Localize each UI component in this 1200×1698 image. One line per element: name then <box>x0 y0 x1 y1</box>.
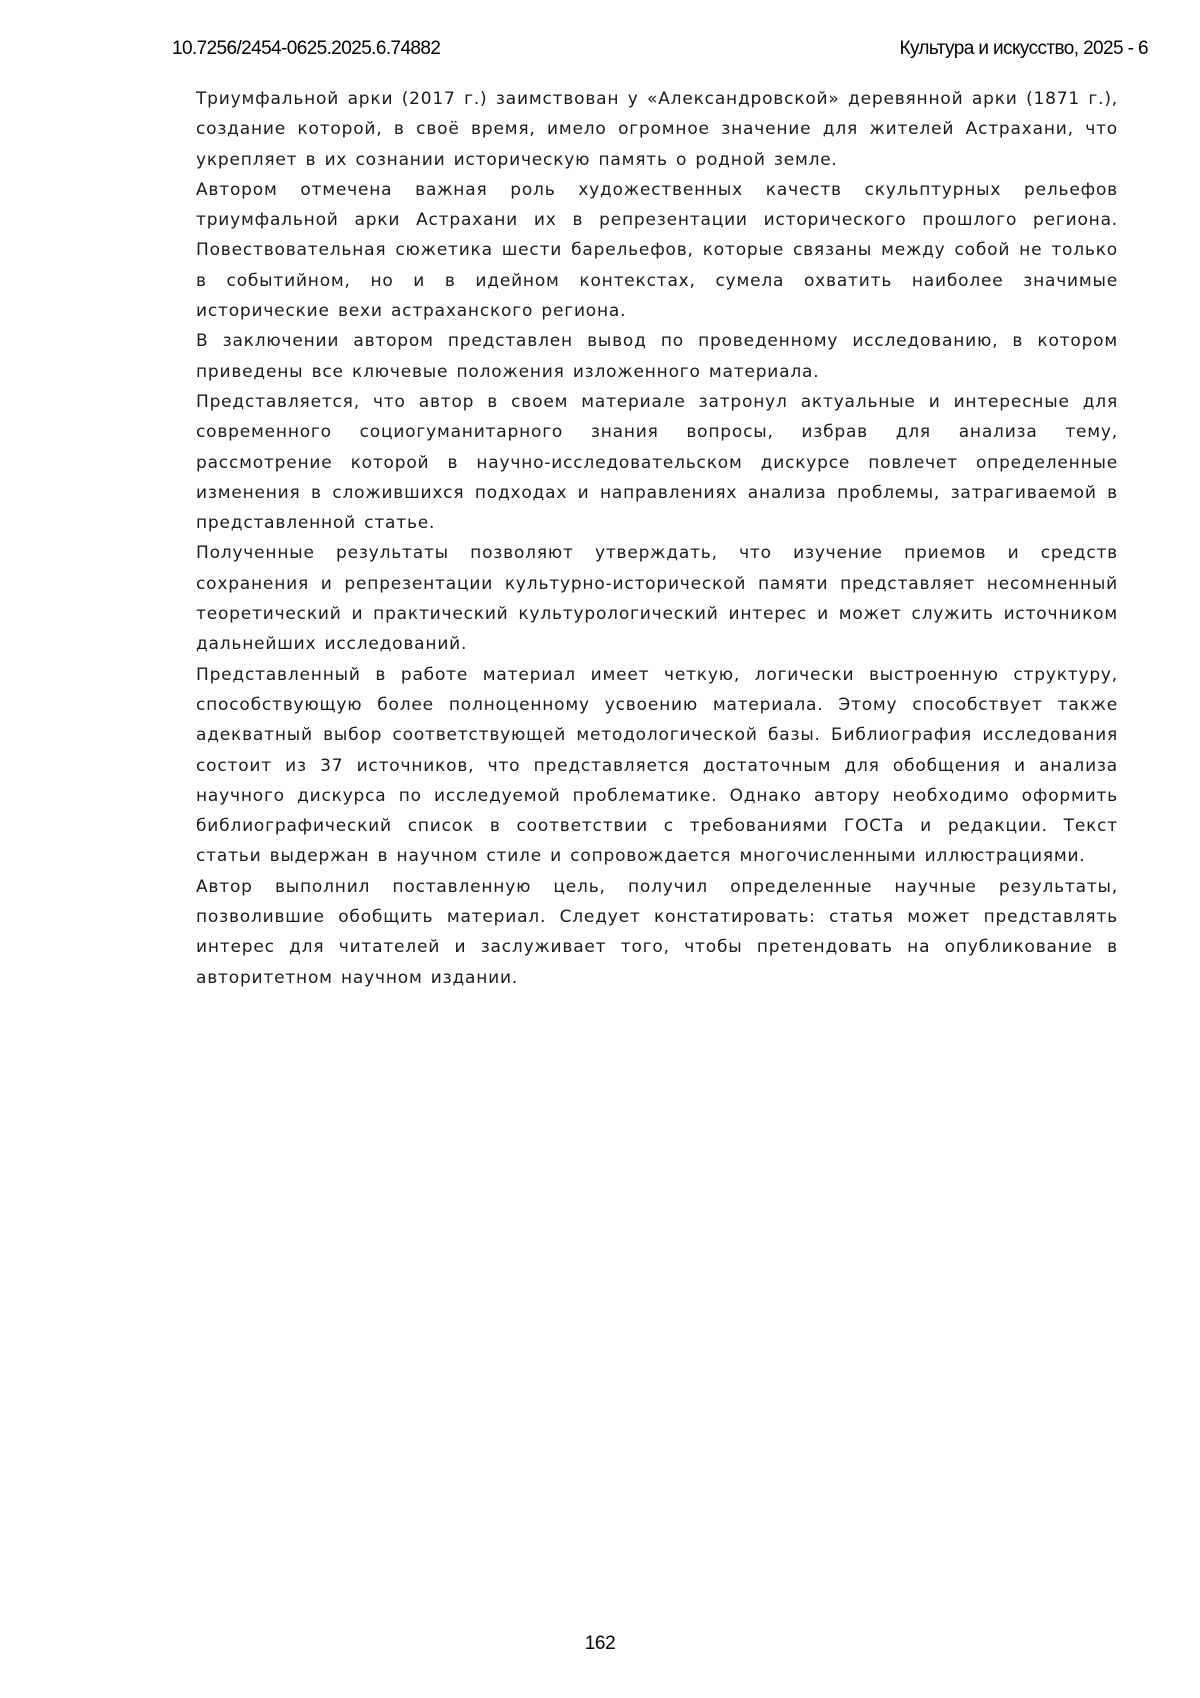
body-paragraph: В заключении автором представлен вывод по проведенному исследованию, в котором приведены все ключевые положения изложенного материала. <box>196 331 1118 382</box>
body-paragraph: Триумфальной арки (2017 г.) заимствован у «Александровской» деревянной арки (1871 г.), создание которой, в своё время, имело огромное значение для жителей Астрахани, что укрепляет в их сознании историческую память о родной земле. <box>196 89 1118 170</box>
body-paragraph: Представленный в работе материал имеет четкую, логически выстроенную структуру, способствующую более полноценному усвоению материала. Этому способствует также адекватный выбор соответствующей методологической базы. Библиография исследования состоит из 37 источников, что представляется достаточным для обобщения и анализа научного дискурса по исследуемой проблематике. Однако автору необходимо оформить библиографический список в соответствии с требованиями ГОСТа и редакции. Текст статьи выдержан в научном стиле и сопровождается многочисленными иллюстрациями. <box>196 664 1118 867</box>
body-paragraph: Автор выполнил поставленную цель, получил определенные научные результаты, позволившие обобщить материал. Следует констатировать: статья может представлять интерес для читателей и заслуживает того, чтобы претендовать на опубликование в авторитетном научном издании. <box>196 876 1118 988</box>
journal-issue-label: Культура и искусство, 2025 - 6 <box>899 38 1148 59</box>
body-paragraph: Полученные результаты позволяют утверждать, что изучение приемов и средств сохранения и репрезентации культурно-исторической памяти представляет несомненный теоретический и практический культурологический интерес и может служить источником дальнейших исследований. <box>196 543 1118 655</box>
article-body <box>196 84 1118 993</box>
page-header <box>172 38 1148 64</box>
page-number: 162 <box>584 1633 616 1654</box>
body-paragraph: Представляется, что автор в своем материале затронул актуальные и интересные для современного социогуманитарного знания вопросы, избрав для анализа тему, рассмотрение которой в научно-исследовательском дискурсе повлечет определенные изменения в сложившихся подходах и направлениях анализа проблемы, затрагиваемой в представленной статье. <box>196 391 1118 534</box>
doi-label: 10.7256/2454-0625.2025.6.74882 <box>172 38 441 59</box>
body-paragraph: Автором отмечена важная роль художественных качеств скульптурных рельефов триумфальной арки Астрахани их в репрезентации исторического прошлого региона. Повествовательная сюжетика шести барельефов, которые связаны между собой не только в событийном, но и в идейном контекстах, сумела охватить наиболее значимые исторические вехи астраханского региона. <box>196 179 1118 322</box>
